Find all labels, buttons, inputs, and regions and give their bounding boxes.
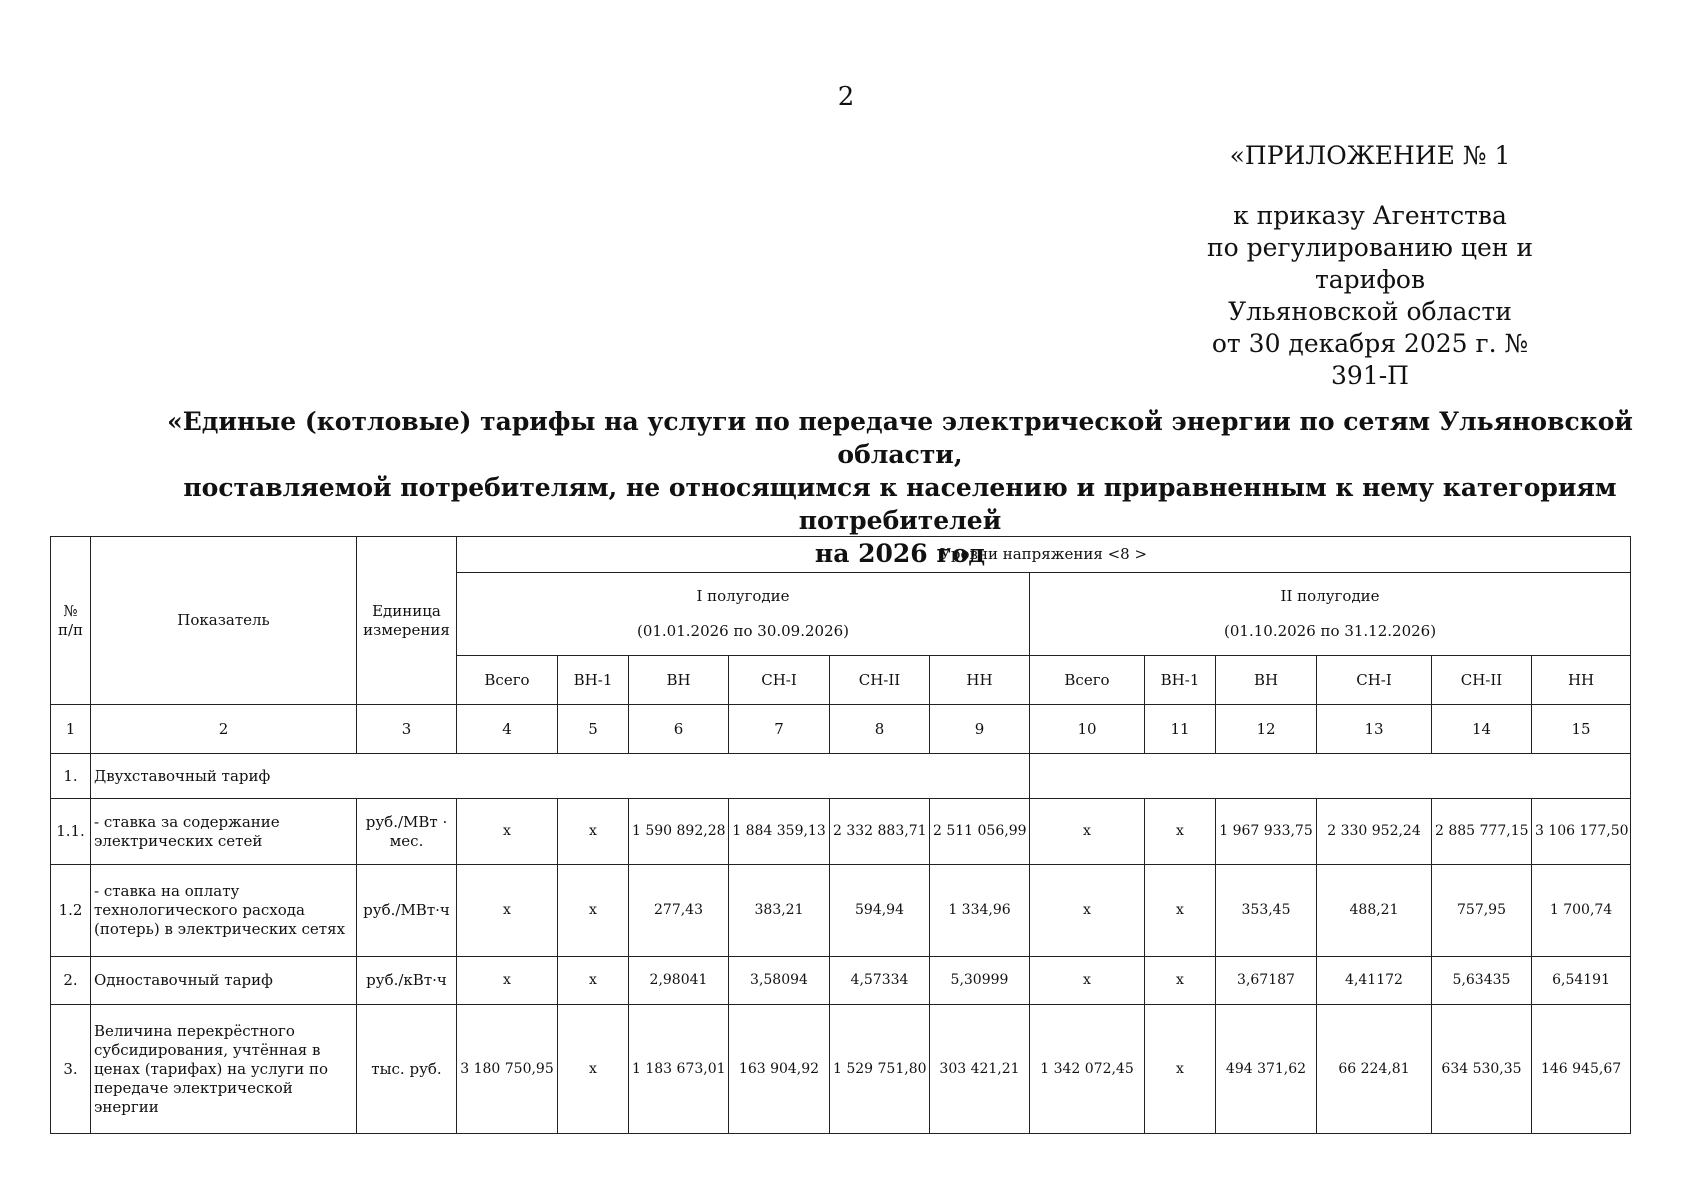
value-cell: 1 529 751,80	[830, 1005, 930, 1134]
value-cell: х	[1145, 957, 1216, 1005]
value-cell: 5,30999	[930, 957, 1030, 1005]
row-label: Одноставочный тариф	[91, 957, 357, 1005]
row-num: 3.	[51, 1005, 91, 1134]
value-cell: 4,57334	[830, 957, 930, 1005]
value-cell: 6,54191	[1532, 957, 1631, 1005]
level-header: ВН-1	[1145, 656, 1216, 705]
column-number: 5	[558, 705, 629, 754]
value-cell: 3 106 177,50	[1532, 799, 1631, 865]
level-header: СН-II	[830, 656, 930, 705]
column-number: 3	[357, 705, 457, 754]
half1-title: I полугодие	[696, 587, 790, 605]
empty-cell	[1030, 754, 1631, 799]
column-number: 13	[1317, 705, 1432, 754]
appendix-ref-line: Ульяновской области	[1228, 297, 1512, 326]
table-row	[51, 799, 1631, 865]
value-cell: 1 590 892,28	[629, 799, 729, 865]
column-number: 7	[729, 705, 830, 754]
value-cell: 1 967 933,75	[1216, 799, 1317, 865]
level-header: ВН	[629, 656, 729, 705]
value-cell: 488,21	[1317, 865, 1432, 957]
value-cell: 3 180 750,95	[457, 1005, 558, 1134]
value-cell: х	[1145, 865, 1216, 957]
appendix-ref-line: к приказу Агентства	[1233, 201, 1507, 230]
column-number: 4	[457, 705, 558, 754]
row-label: Величина перекрёстного субсидирования, учтённая в ценах (тарифах) на услуги по передаче электрической энергии	[91, 1005, 357, 1134]
table-row	[51, 957, 1631, 1005]
header-indicator: Показатель	[91, 537, 357, 705]
value-cell: 2,98041	[629, 957, 729, 1005]
column-number: 6	[629, 705, 729, 754]
row-num: 2.	[51, 957, 91, 1005]
level-header: ВН-1	[558, 656, 629, 705]
level-header: Всего	[457, 656, 558, 705]
row-num: 1.2	[51, 865, 91, 957]
value-cell: 1 700,74	[1532, 865, 1631, 957]
value-cell: 353,45	[1216, 865, 1317, 957]
column-number: 15	[1532, 705, 1631, 754]
appendix-header	[1200, 140, 1540, 392]
value-cell: х	[558, 957, 629, 1005]
table-row	[51, 1005, 1631, 1134]
level-header: СН-II	[1432, 656, 1532, 705]
value-cell: 2 885 777,15	[1432, 799, 1532, 865]
column-number: 8	[830, 705, 930, 754]
column-number: 10	[1030, 705, 1145, 754]
value-cell: х	[1030, 957, 1145, 1005]
row-unit: тыс. руб.	[357, 1005, 457, 1134]
value-cell: 5,63435	[1432, 957, 1532, 1005]
value-cell: 3,58094	[729, 957, 830, 1005]
half2-period: (01.10.2026 по 31.12.2026)	[1224, 622, 1437, 640]
column-number: 14	[1432, 705, 1532, 754]
title-line: на 2026 год	[814, 539, 986, 568]
value-cell: 757,95	[1432, 865, 1532, 957]
value-cell: 66 224,81	[1317, 1005, 1432, 1134]
appendix-ref-line: от 30 декабря 2025 г. № 391-П	[1211, 329, 1529, 390]
appendix-title: «ПРИЛОЖЕНИЕ № 1	[1229, 141, 1511, 170]
value-cell: х	[558, 865, 629, 957]
value-cell: х	[457, 799, 558, 865]
level-header: СН-I	[1317, 656, 1432, 705]
column-number: 9	[930, 705, 1030, 754]
value-cell: 1 342 072,45	[1030, 1005, 1145, 1134]
header-half2	[1030, 573, 1631, 656]
half1-period: (01.01.2026 по 30.09.2026)	[636, 622, 850, 640]
header-half1	[457, 573, 1030, 656]
value-cell: х	[1145, 1005, 1216, 1134]
column-number: 1	[51, 705, 91, 754]
header-unit: Единица измерения	[357, 537, 457, 705]
value-cell: х	[558, 1005, 629, 1134]
row-unit: руб./МВт·ч	[357, 865, 457, 957]
level-header: НН	[1532, 656, 1631, 705]
level-header: ВН	[1216, 656, 1317, 705]
value-cell: х	[1145, 799, 1216, 865]
header-levels: Уровни напряжения <8 >	[457, 537, 1631, 573]
row-num: 1.	[51, 754, 91, 799]
value-cell: 4,41172	[1317, 957, 1432, 1005]
row-label: Двухставочный тариф	[91, 754, 1030, 799]
row-unit: руб./кВт·ч	[357, 957, 457, 1005]
table-row	[51, 754, 1631, 799]
value-cell: 3,67187	[1216, 957, 1317, 1005]
value-cell: 2 511 056,99	[930, 799, 1030, 865]
value-cell: х	[558, 799, 629, 865]
value-cell: х	[457, 957, 558, 1005]
value-cell: 163 904,92	[729, 1005, 830, 1134]
appendix-ref-line: по регулированию цен и тарифов	[1206, 233, 1534, 294]
value-cell: 303 421,21	[930, 1005, 1030, 1134]
column-number: 11	[1145, 705, 1216, 754]
value-cell: 383,21	[729, 865, 830, 957]
row-label: - ставка на оплату технологического расхода (потерь) в электрических сетях	[91, 865, 357, 957]
header-num: № п/п	[51, 537, 91, 705]
value-cell: х	[1030, 865, 1145, 957]
level-header: Всего	[1030, 656, 1145, 705]
title-line: «Единые (котловые) тарифы на услуги по передаче электрической энергии по сетям Ульяновской области,	[167, 407, 1633, 469]
value-cell: 634 530,35	[1432, 1005, 1532, 1134]
value-cell: 1 183 673,01	[629, 1005, 729, 1134]
table-row	[51, 865, 1631, 957]
value-cell: х	[457, 865, 558, 957]
value-cell: 1 884 359,13	[729, 799, 830, 865]
value-cell: 2 330 952,24	[1317, 799, 1432, 865]
page-number: 2	[837, 82, 855, 112]
row-unit: руб./МВт · мес.	[357, 799, 457, 865]
half2-title: II полугодие	[1280, 587, 1380, 605]
tariff-table	[50, 536, 1631, 1134]
value-cell: 594,94	[830, 865, 930, 957]
level-header: СН-I	[729, 656, 830, 705]
column-number: 2	[91, 705, 357, 754]
row-label: - ставка за содержание электрических сетей	[91, 799, 357, 865]
value-cell: 277,43	[629, 865, 729, 957]
value-cell: 1 334,96	[930, 865, 1030, 957]
row-num: 1.1.	[51, 799, 91, 865]
value-cell: 146 945,67	[1532, 1005, 1631, 1134]
value-cell: 494 371,62	[1216, 1005, 1317, 1134]
level-header: НН	[930, 656, 1030, 705]
value-cell: х	[1030, 799, 1145, 865]
title-line: поставляемой потребителям, не относящимся к населению и приравненным к нему категориям потребителей	[183, 473, 1617, 535]
value-cell: 2 332 883,71	[830, 799, 930, 865]
column-number: 12	[1216, 705, 1317, 754]
